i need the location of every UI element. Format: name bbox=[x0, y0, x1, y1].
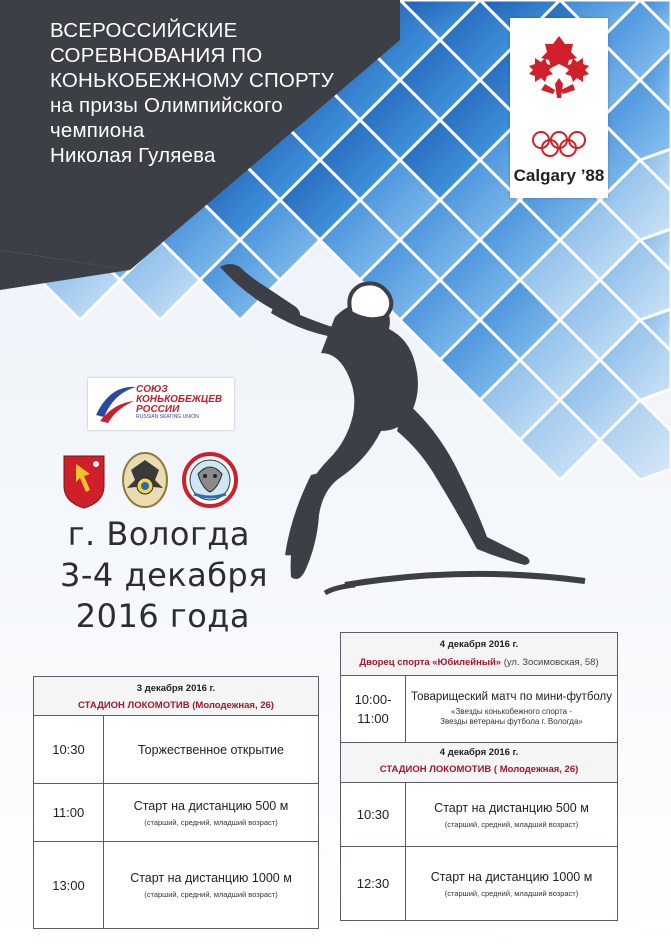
event-year: 2016 года bbox=[75, 597, 250, 635]
title-line: чемпиона bbox=[50, 119, 145, 142]
day2b-header bbox=[341, 743, 617, 783]
schedule-day1 bbox=[33, 676, 319, 929]
event-description bbox=[406, 847, 617, 920]
event-time-end: 11:00 bbox=[357, 711, 389, 726]
title-line: СОРЕВНОВАНИЯ ПО bbox=[50, 44, 263, 67]
event-note: (старший, средний, младший возраст) bbox=[144, 817, 278, 827]
schedule-day2 bbox=[340, 632, 618, 921]
event-note: Звезды ветераны футбола г. Вологда» bbox=[440, 717, 583, 726]
title-line: на призы Олимпийского bbox=[50, 94, 283, 117]
union-english-name: RUSSIAN SKATING UNION bbox=[136, 414, 199, 420]
event-title: Старт на дистанцию 500 м bbox=[133, 798, 289, 813]
day2a-address: (ул. Зосимовская, 58) bbox=[503, 657, 599, 668]
day2a-venue-line bbox=[341, 657, 617, 668]
event-dates: 3-4 декабря bbox=[60, 556, 268, 594]
schedule-row bbox=[341, 847, 617, 920]
day2a-venue: Дворец спорта «Юбилейный» bbox=[359, 657, 502, 668]
day2b-date: 4 декабря 2016 г. bbox=[439, 747, 519, 758]
skating-union-swoosh-icon bbox=[92, 381, 138, 427]
event-time: 13:00 bbox=[34, 842, 104, 928]
event-time: 11:00 bbox=[34, 784, 104, 841]
day1-venue: СТАДИОН ЛОКОМОТИВ (Молодежная, 26) bbox=[78, 700, 274, 711]
event-description bbox=[406, 676, 617, 742]
event-title: Старт на дистанцию 1000 м bbox=[430, 869, 593, 884]
schedule-row bbox=[34, 842, 318, 928]
union-name bbox=[136, 385, 222, 415]
event-note: «Звезды конькобежного спорта - bbox=[451, 707, 572, 716]
schedule-row bbox=[34, 716, 318, 784]
event-note: (старший, средний, младший возраст) bbox=[444, 819, 579, 829]
event-time-start: 10:00- bbox=[354, 692, 392, 707]
event-description bbox=[104, 716, 318, 783]
event-note: (старший, средний, младший возраст) bbox=[444, 888, 579, 898]
event-title: Старт на дистанцию 500 м bbox=[434, 800, 589, 815]
title-line: КОНЬКОБЕЖНОМУ СПОРТУ bbox=[50, 69, 334, 92]
event-description bbox=[104, 784, 318, 841]
day1-date: 3 декабря 2016 г. bbox=[136, 683, 216, 694]
event-description bbox=[104, 842, 318, 928]
day2b-venue: СТАДИОН ЛОКОМОТИВ ( Молодежная, 26) bbox=[379, 764, 579, 775]
schedule-row bbox=[341, 783, 617, 847]
union-line: КОНЬКОБЕЖЦЕВ bbox=[136, 394, 223, 405]
day1-header bbox=[34, 677, 318, 716]
russian-eagle-emblem-icon bbox=[123, 453, 167, 507]
event-title: Торжественное открытие bbox=[138, 742, 284, 757]
calgary-88-logo bbox=[510, 18, 608, 198]
vologda-coat-of-arms-icon bbox=[64, 456, 104, 508]
schedule-row bbox=[34, 784, 318, 842]
event-description bbox=[406, 783, 617, 846]
russian-skating-union-logo bbox=[88, 378, 234, 430]
union-line: РОССИИ bbox=[136, 404, 180, 415]
event-time: 10:30 bbox=[341, 783, 406, 846]
event-time bbox=[341, 676, 406, 742]
title-line: Николая Гуляева bbox=[50, 144, 216, 167]
event-title: Старт на дистанцию 1000 м bbox=[130, 871, 292, 885]
schedule-row bbox=[341, 676, 617, 743]
event-title: Товарищеский матч по мини-футболу bbox=[410, 691, 613, 703]
calgary-snowflake-icon bbox=[510, 18, 608, 158]
speed-skater-illustration bbox=[215, 255, 605, 615]
city-name: г. Вологда bbox=[67, 515, 250, 553]
event-title bbox=[50, 18, 350, 168]
event-time: 10:30 bbox=[34, 716, 104, 783]
event-time: 12:30 bbox=[341, 847, 406, 920]
calgary-label: Calgary ’88 bbox=[513, 166, 605, 185]
union-line: СОЮЗ bbox=[136, 384, 168, 395]
day2a-header bbox=[341, 633, 617, 676]
day2a-date: 4 декабря 2016 г. bbox=[439, 639, 519, 650]
event-note: (старший, средний, младший возраст) bbox=[144, 890, 278, 899]
title-line: ВСЕРОССИЙСКИЕ bbox=[50, 19, 238, 42]
